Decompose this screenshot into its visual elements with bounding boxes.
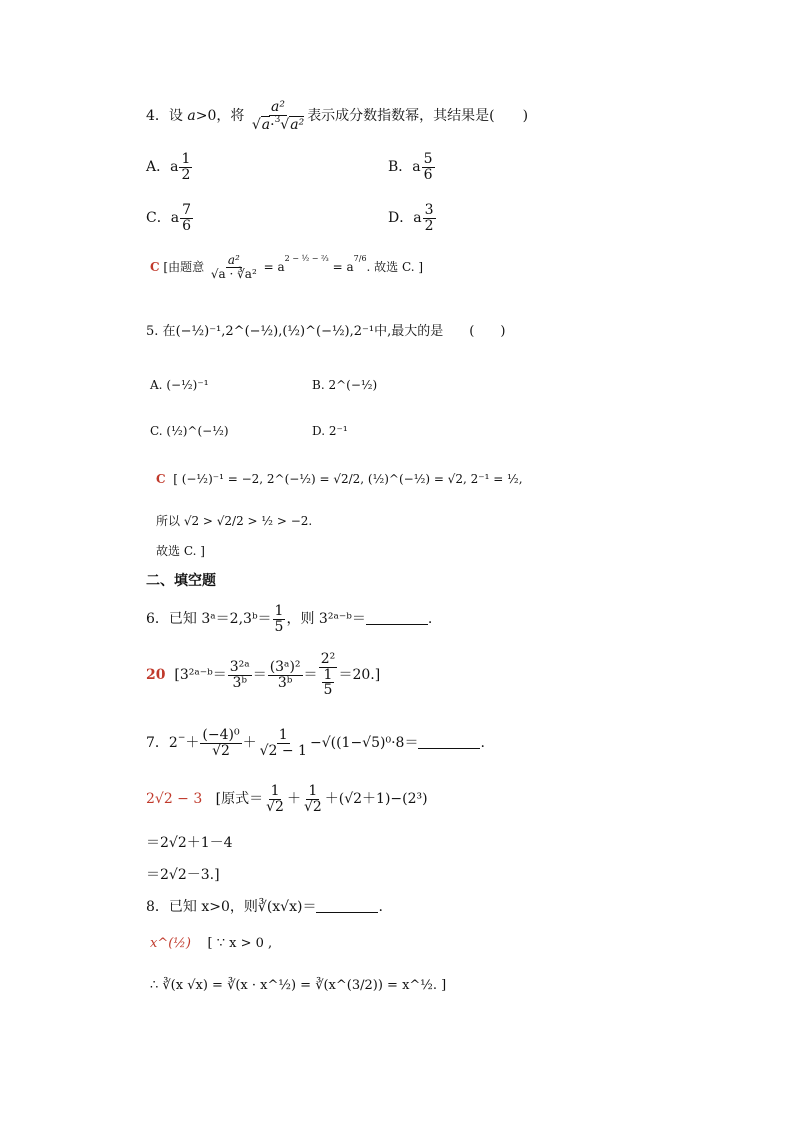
q5-solution-line2: 所以 √2 > √2/2 > ½ > −2. [156, 514, 313, 528]
q8-answer: x^(½) [150, 936, 191, 951]
q4-solution: C [由题意 $\frac{\text{a²}}{\text{√a · ∛a²}}$ = $a^{2 - \frac{1}{2} - \frac{2}{3}} = a^{7/6}$. 故选 C. ] [150, 253, 424, 281]
q7-answer: 2√2 − 3 [146, 791, 203, 808]
q5-option-b[interactable]: B. 2^(−½) [312, 378, 378, 392]
q5-stem: 5. 在(−½)⁻¹,2^(−½),(½)^(−½),2⁻¹中,最大的是 ( ) [146, 324, 506, 339]
q7-solution-line2: ＝2√2＋1－4 [146, 835, 233, 851]
q4-option-a[interactable]: A．a $\frac{1}{2}$ [146, 151, 191, 183]
section-title: 二、填空题 [146, 573, 216, 589]
q8-solution-line1: x^(½) [ ∵ x > 0 , [150, 936, 273, 951]
q4-stem: 4．设 a>0，将 $\frac{\text{a²}}{√a\cdot^3√a^2}$ 表示成分数指数幂，其结果是( ) [146, 98, 529, 133]
q5-option-c[interactable]: C. (½)^(−½) [150, 424, 229, 438]
q6-answer-blank[interactable] [366, 610, 428, 625]
q6-answer: 20 [146, 667, 166, 684]
q5-solution-line3: 故选 C. ] [156, 544, 205, 558]
q5-solution-line1: C [ (−½)⁻¹ = −2, 2^(−½) = √2/2, (½)^(−½) = √2, 2⁻¹ = ½, [156, 472, 523, 486]
q7-solution-line3: ＝2√2－3.] [146, 867, 220, 883]
q6-solution: 20 [3²ᵃ⁻ᵇ＝ $\frac{\text{3²ᵃ}}{\text{3ᵇ}}$ ＝ $\frac{\text{(3ᵃ)²}}{\text{3ᵇ}}$ ＝ $\frac{\text{2²}}{\frac{1}{5}}$ ＝20.] [146, 651, 381, 699]
q5-option-a[interactable]: A. (−½)⁻¹ [150, 378, 209, 392]
q5-answer: C [156, 472, 166, 486]
q7-answer-blank[interactable] [418, 734, 480, 749]
q4-stem-fraction: $\frac{\text{a²}}{√a\cdot^3√a^2}$ [251, 98, 305, 133]
q8-solution-line2: ∴ ∛(x √x) = ∛(x · x^½) = ∛(x^(3/2)) = x^½. ] [150, 978, 447, 993]
q4-answer: C [150, 260, 160, 274]
q7-solution-line1: 2√2 − 3 [原式＝ $\frac{1}{√2}$ ＋ $\frac{1}{√2}$ ＋(√2＋1)−(2³) [146, 783, 428, 815]
q8-stem: 8．已知 x>0，则∛(x√x)＝ . [146, 899, 383, 915]
q7-stem: 7．2−＋ $\frac{\text{(−4)⁰}}{√2}$ ＋ $\frac{1}{√2 - 1}$ −√((1−√5)⁰·8＝ . [146, 727, 485, 759]
q5-option-d[interactable]: D. 2⁻¹ [312, 424, 348, 438]
q4-option-c[interactable]: C．a $\frac{7}{6}$ [146, 202, 191, 234]
q6-stem: 6．已知 3ᵃ＝2,3ᵇ＝ $\frac{1}{5}$ ，则 3²ᵃ⁻ᵇ＝ . [146, 603, 433, 635]
q4-option-b[interactable]: B．a $\frac{5}{6}$ [388, 151, 433, 183]
q4-option-d[interactable]: D．a $\frac{3}{2}$ [388, 202, 434, 234]
q8-answer-blank[interactable] [316, 898, 378, 913]
